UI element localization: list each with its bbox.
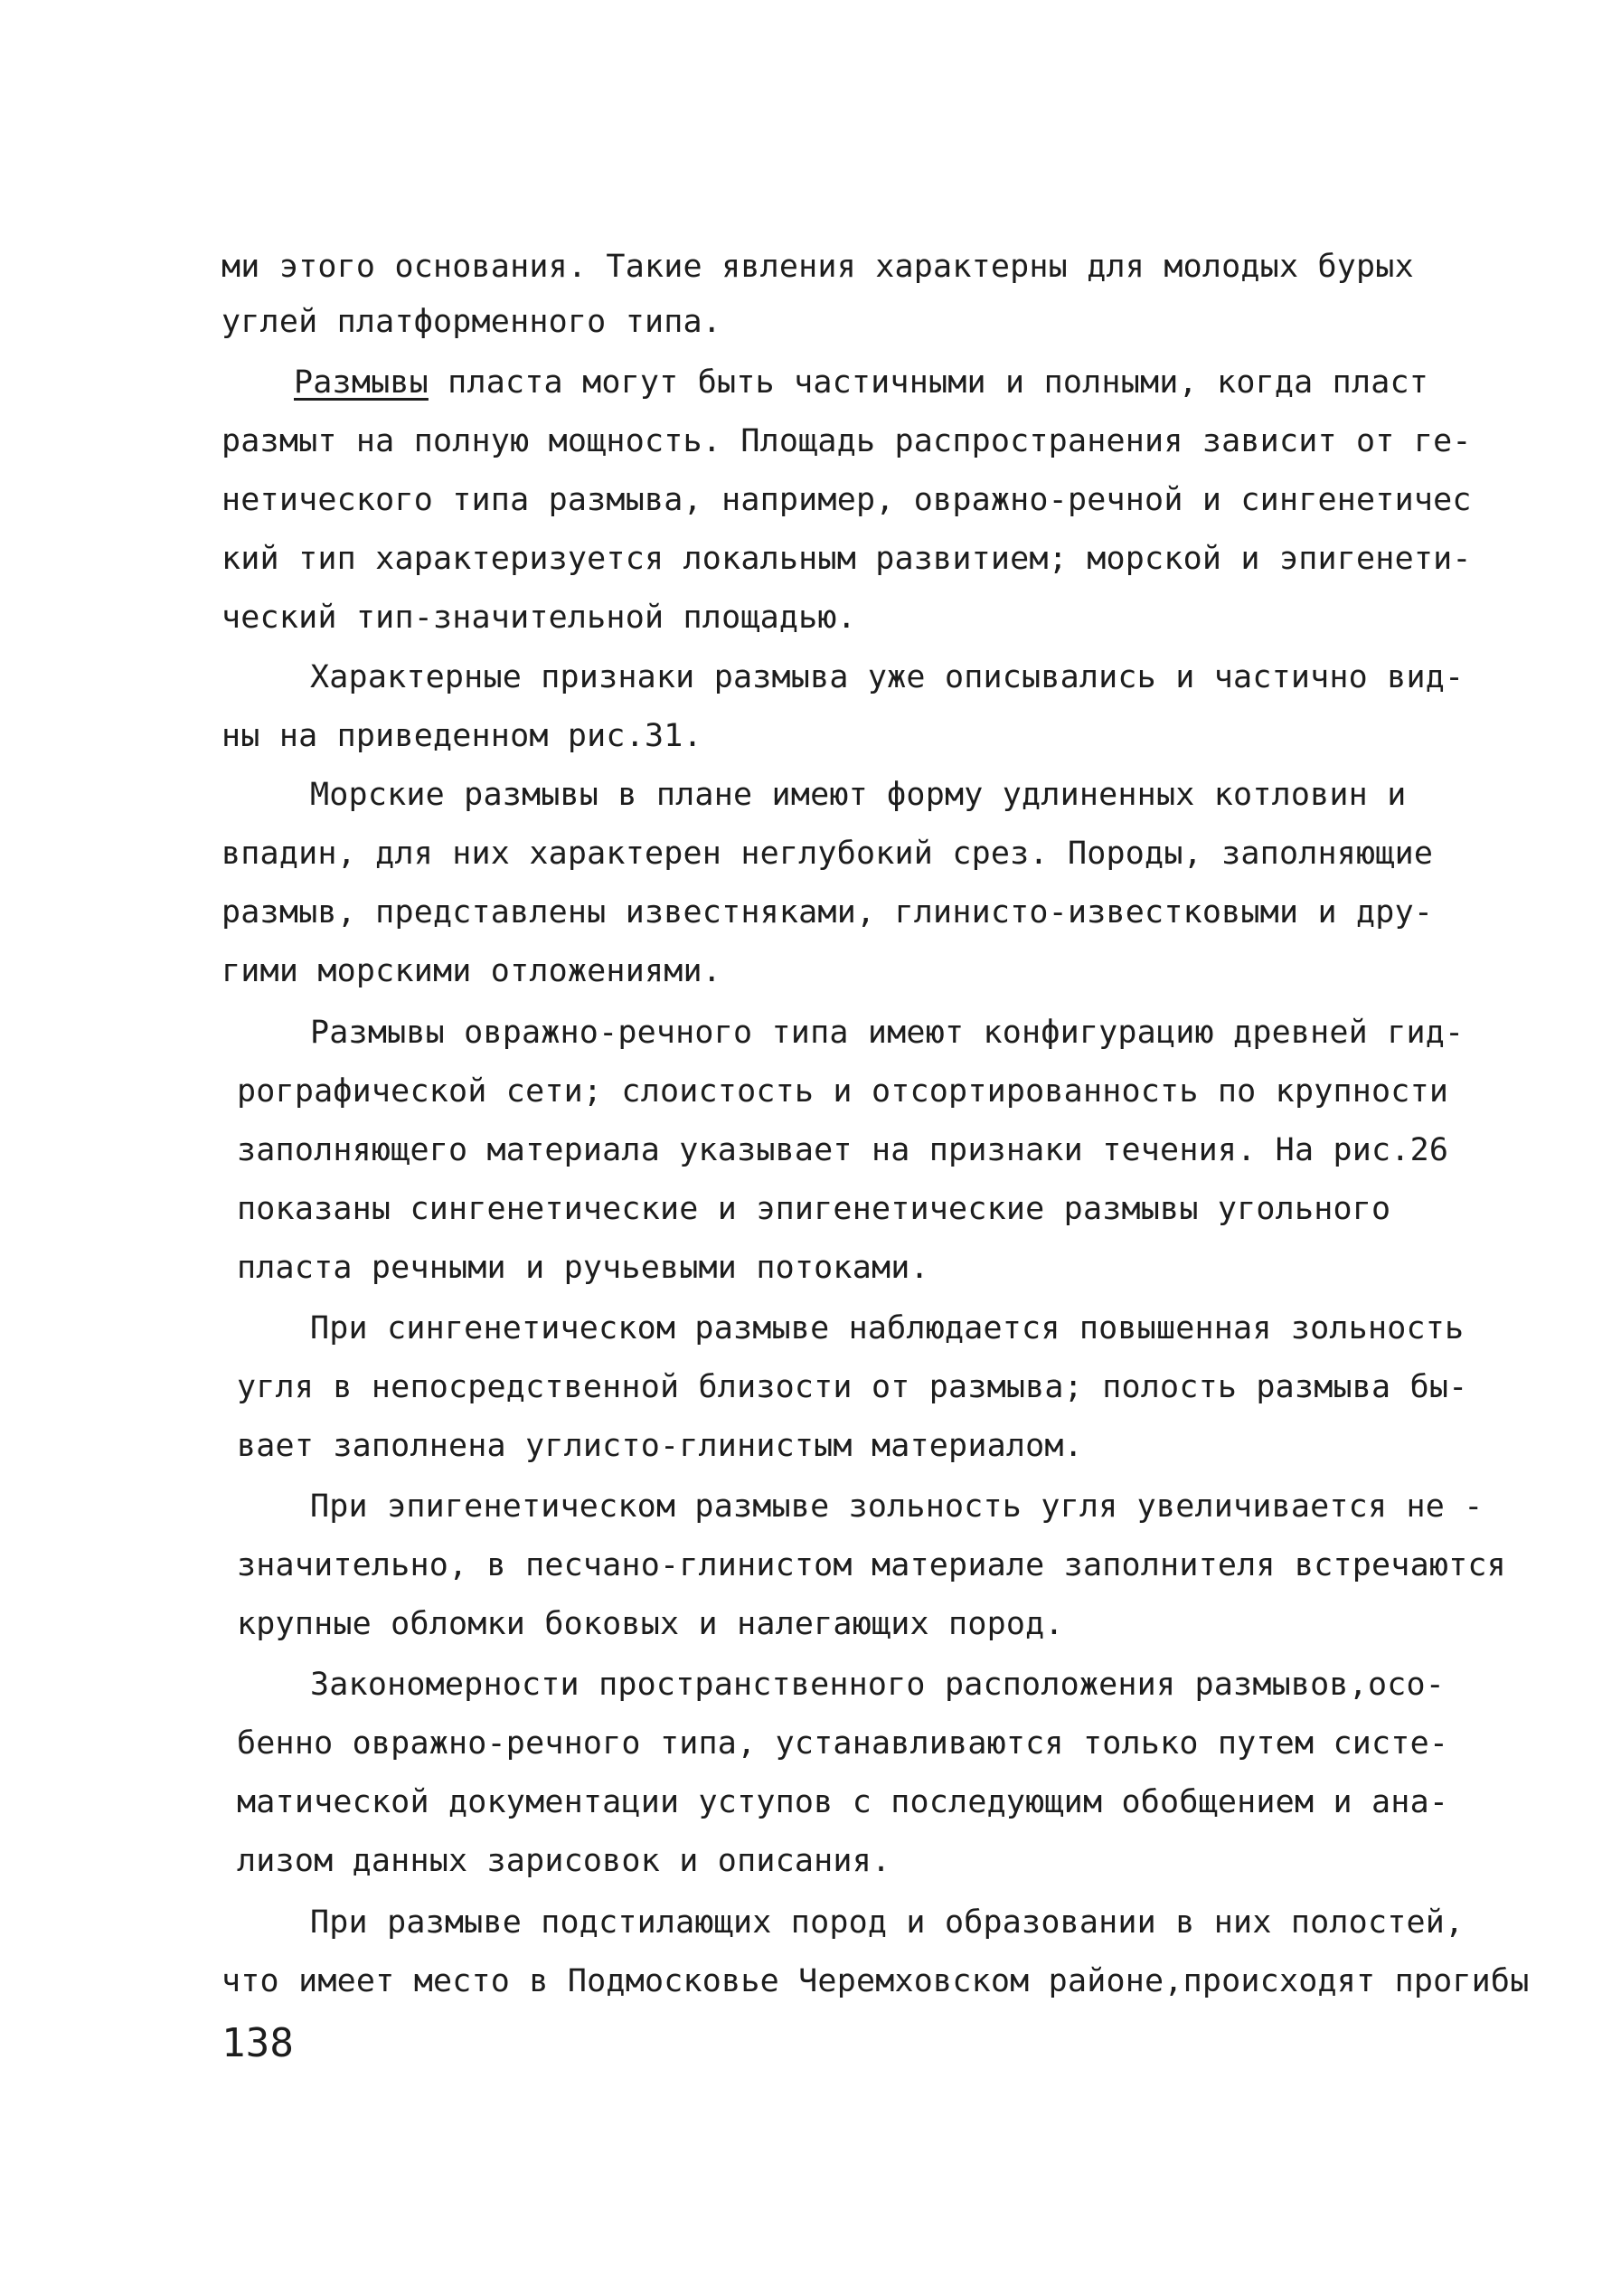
text-line: что имеет место в Подмосковье Черемховском районе,происходят прогибы — [221, 1963, 1530, 1999]
text-line: показаны сингенетические и эпигенетические размывы угольного — [237, 1191, 1391, 1227]
text-line-remainder: пласта могут быть частичными и полными, когда пласт — [428, 364, 1429, 401]
text-line: Характерные признаки размыва уже описывались и частично вид- — [310, 659, 1465, 695]
text-line: ми этого основания. Такие явления характерны для молодых бурых — [221, 249, 1414, 285]
text-line: бенно овражно-речного типа, устанавливаются только путем систе- — [237, 1725, 1449, 1762]
text-line: кий тип характеризуется локальным развитием; морской и эпигенети- — [221, 541, 1472, 577]
text-line — [294, 364, 1429, 401]
text-line: значительно, в песчано-глинистом материале заполнителя встречаются — [237, 1547, 1506, 1583]
text-line: размыт на полную мощность. Площадь распространения зависит от ге- — [221, 423, 1472, 459]
text-line: нетического типа размыва, например, овражно-речной и сингенетичес — [221, 482, 1472, 518]
text-line: крупные обломки боковых и налегающих пород. — [237, 1606, 1064, 1642]
text-line: размыв, представлены известняками, глинисто-известковыми и дру- — [221, 894, 1434, 931]
underlined-term: Размывы — [294, 364, 429, 401]
text-line: При размыве подстилающих пород и образовании в них полостей, — [310, 1904, 1465, 1941]
text-line: При эпигенетическом размыве зольность угля увеличивается не - — [310, 1488, 1484, 1525]
text-line: Морские размывы в плане имеют форму удлиненных котловин и — [310, 777, 1407, 813]
text-line: гими морскими отложениями. — [221, 953, 722, 989]
text-line: ны на приведенном рис.31. — [221, 718, 702, 754]
text-line: ческий тип-значительной площадью. — [221, 600, 856, 636]
text-line: угля в непосредственной близости от размыва; полость размыва бы- — [237, 1369, 1468, 1405]
text-line: пласта речными и ручьевыми потоками. — [237, 1250, 929, 1286]
text-line: заполняющего материала указывает на признаки течения. На рис.26 — [237, 1132, 1449, 1168]
text-line: вает заполнена углисто-глинистым материалом. — [237, 1428, 1083, 1464]
text-line: лизом данных зарисовок и описания. — [237, 1843, 891, 1879]
text-line: Размывы овражно-речного типа имеют конфигурацию древней гид- — [310, 1015, 1465, 1051]
text-line: углей платформенного типа. — [221, 304, 722, 340]
text-line: При сингенетическом размыве наблюдается повышенная зольность — [310, 1310, 1465, 1346]
text-line: рографической сети; слоистость и отсортированность по крупности — [237, 1073, 1449, 1110]
text-line: впадин, для них характерен неглубокий срез. Породы, заполняющие — [221, 836, 1434, 872]
text-line: Закономерности пространственного расположения размывов,осо- — [310, 1667, 1446, 1703]
text-line: матической документации уступов с последующим обобщением и ана- — [237, 1784, 1449, 1820]
page-number: 138 — [221, 2020, 295, 2066]
